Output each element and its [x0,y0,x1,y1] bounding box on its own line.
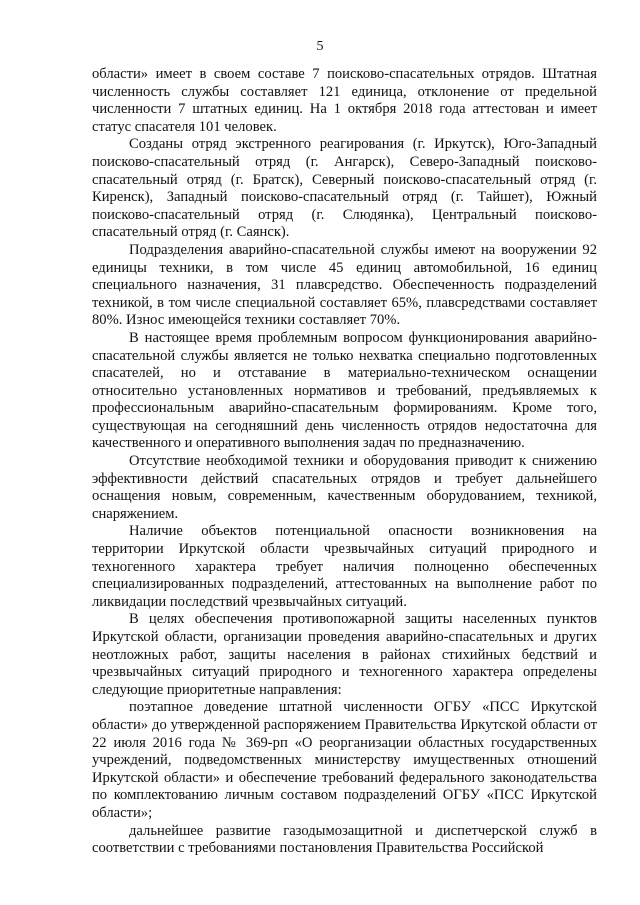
paragraph-6: Наличие объектов потенциальной опасности возникновения на территории Иркутской области чрезвычайных ситуаций природного и техногенного характера требует наличия полноценно обеспеченных специализированных подразделений, аттестованных на выполнение работ по ликвидации последствий чрезвычайных ситуаций. [92,523,597,610]
paragraph-8: поэтапное доведение штатной численности ОГБУ «ПСС Иркутской области» до утвержденной распоряжением Правительства Иркутской области от 22 июля 2016 года № 369-рп «О реорганизации областных государственных учреждений, подведомственных министерству имущественных отношений Иркутской области» и обеспечение требований федерального законодательства по комплектованию личным составом подразделений ОГБУ «ПСС Иркутской области»; [92,699,597,821]
document-body [92,66,597,858]
paragraph-5: Отсутствие необходимой техники и оборудования приводит к снижению эффективности действий спасательных отрядов и требует дальнейшего оснащения новым, современным, качественным оборудованием, техникой, снаряжением. [92,453,597,522]
paragraph-7: В целях обеспечения противопожарной защиты населенных пунктов Иркутской области, организации проведения аварийно-спасательных и других неотложных работ, защиты населения в районах стихийных бедствий и чрезвычайных ситуаций природного и техногенного характера определены следующие приоритетные направления: [92,611,597,698]
paragraph-9: дальнейшее развитие газодымозащитной и диспетчерской служб в соответствии с требованиями постановления Правительства Российской [92,822,597,857]
paragraph-3: Подразделения аварийно-спасательной службы имеют на вооружении 92 единицы техники, в том числе 45 единиц автомобильной, 16 единиц специального назначения, 31 плавсредство. Обеспеченность подразделений техникой, в том числе специальной составляет 65%, плавсредствами составляет 80%. Износ имеющейся техники составляет 70%. [92,241,597,329]
paragraph-1: области» имеет в своем составе 7 поисково-спасательных отрядов. Штатная численность службы составляет 121 единица, отклонение от предельной численности 7 штатных единиц. На 1 октября 2018 года аттестован и имеет статус спасателя 101 человек. [92,66,597,135]
paragraph-2: Созданы отряд экстренного реагирования (г. Иркутск), Юго-Западный поисково-спасательный отряд (г. Ангарск), Северо-Западный поисково-спасательный отряд (г. Братск), Северный поисково-спасательный отряд (г. Киренск), Западный поисково-спасательный отряд (г. Тайшет), Южный поисково-спасательный отряд (г. Слюдянка), Центральный поисково-спасательный отряд (г. Саянск). [92,136,597,241]
paragraph-4: В настоящее время проблемным вопросом функционирования аварийно-спасательной службы является не только нехватка специально подготовленных спасателей, но и отставание в материально-техническом оснащении относительно установленных нормативов и требований, предъявляемых к профессиональным аварийно-спасательным формированиям. Кроме того, существующая на сегодняшний день численность отрядов недостаточна для качественного и оперативного выполнения задач по предназначению. [92,329,597,452]
page-number: 5 [316,39,324,54]
